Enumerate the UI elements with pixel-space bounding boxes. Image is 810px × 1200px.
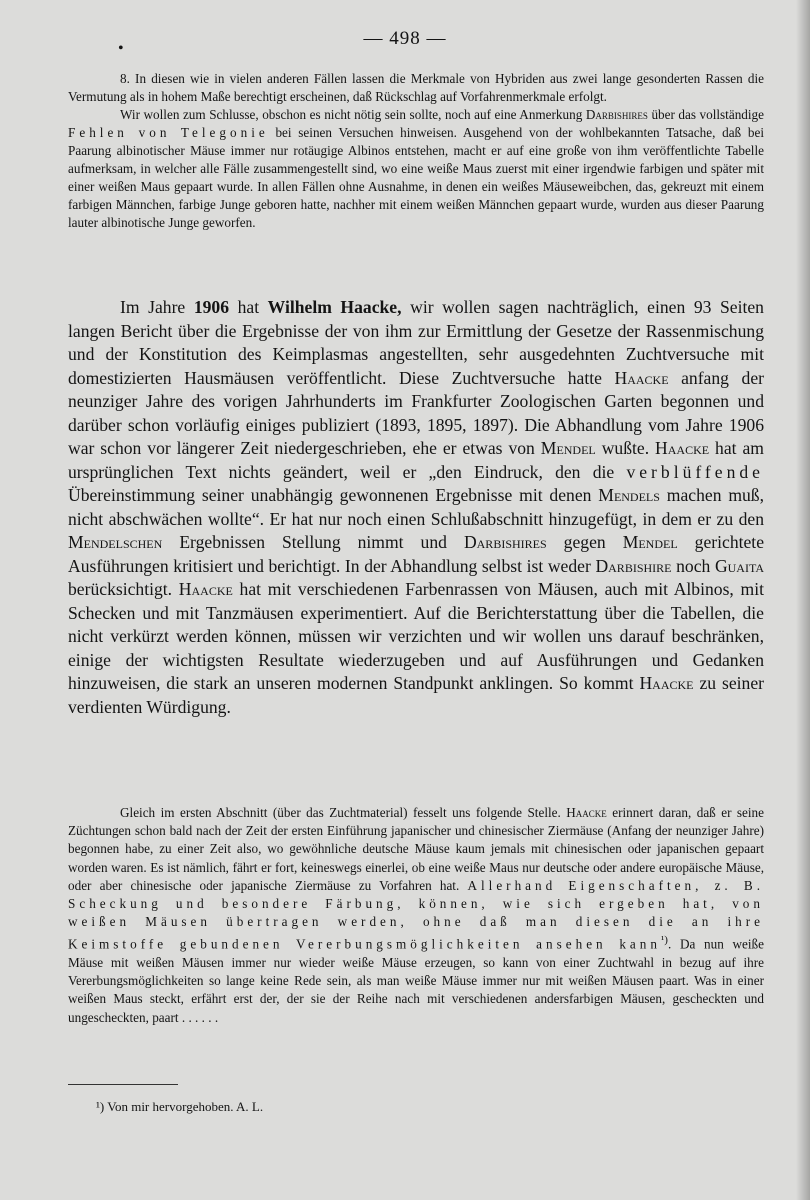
author-name-guaita: Guaita bbox=[714, 555, 765, 576]
text-run: wir wollen sagen nachträglich, einen 93 Seiten langen Bericht über die Ergebnisse der von ihm zur Ermittlung der Gesetze der Rassenmischung und der Konstitution des Keimplasmas angestellten, sehr ausgedehnten Zuchtversuche mit domestizierten Hausmäusen veröffentlicht. Diese Zuchtversuche hatte bbox=[68, 297, 764, 388]
footnote: ¹) Von mir hervorgehoben. A. L. bbox=[96, 1099, 264, 1114]
text-run: Ergebnissen Stellung nimmt und bbox=[179, 532, 447, 552]
text-run: wußte. bbox=[601, 438, 650, 458]
page-edge-shadow bbox=[796, 0, 810, 1200]
main-text-section bbox=[68, 296, 764, 719]
text-run: Wir wollen zum Schlusse, obschon es nicht nötig sein sollte, noch auf eine Anmerkung bbox=[120, 107, 583, 122]
paragraph-point-8 bbox=[68, 70, 764, 106]
paragraph-haacke-report bbox=[68, 296, 764, 719]
text-run: hat mit verschiedenen Farbenrassen von Mäusen, auch mit Albinos, mit Schecken und mit Tanzmäusen experimentiert. Auf die Berichterstattung über die Tabellen, die nicht verkürzt werden können, müssen wir verzichten und wir wollen uns darauf beschränken, einige der wichtigsten Resultate wiederzugeben und auf Ausführungen und Gedanken hinzuweisen, die stark an unseren modernen Standpunkt anklingen. So kommt bbox=[68, 579, 764, 693]
text-run: machen muß, nicht abschwächen wollte“. Er hat nur noch einen Schlußabschnitt hinzugefügt, in dem er zu den bbox=[68, 485, 765, 529]
text-run: . Da nun weiße Mäuse mit weißen Mäusen immer nur wieder weiße Mäuse erzeugen, so kann von einer Zuchtwahl in bezug auf ihre Vererbungsmöglichkeiten so lange keine Rede sein, als man weiße Mäuse immer nur mit weißen Mäusen paart. Was in einer weißen Maus steckt, erfährt erst der, der sie der Reihe nach mit verschiedenen andersfarbigen Mäusen, gescheckten und ungescheckten, paart . . . . . . bbox=[68, 936, 764, 1025]
spaced-emphasis: Allerhand Eigenschaften, z. B. Scheckung und besondere Färbung, können, wie sich ergeben hat, von weißen Mäusen übertragen werden, ohne daß man diesen die an ihre Keimstoffe gebundenen Vererbungsmöglichkeiten ansehen kann bbox=[68, 877, 765, 952]
author-name-haacke: Haacke bbox=[178, 579, 233, 599]
small-print-section-2 bbox=[68, 804, 764, 1027]
text-run: hat am ursprünglichen Text nichts geändert, weil er „den Eindruck, den die bbox=[68, 438, 764, 482]
footnote-reference[interactable]: ¹) bbox=[660, 934, 668, 947]
author-name-mendel: Mendel bbox=[622, 532, 678, 552]
author-name-mendel: Mendel bbox=[540, 438, 596, 458]
text-run: Gleich im ersten Abschnitt (über das Zuchtmaterial) fesselt uns folgende Stelle. bbox=[120, 805, 561, 820]
text-run: Übereinstimmung seiner unabhängig gewonnenen Ergebnisse mit denen bbox=[68, 485, 592, 505]
text-run: noch bbox=[676, 555, 711, 576]
author-name-haacke: Haacke bbox=[639, 673, 694, 693]
author-name-haacke: Haacke bbox=[614, 367, 669, 388]
spaced-emphasis: verblüffende bbox=[626, 461, 764, 482]
text-run: erinnert daran, daß er seine Züchtungen schon bald nach der Zeit der ersten Einführung japanischer und chinesischer Ziermäuse (Anfang der neunziger Jahre) begonnen habe, zu einer Zeit also, wo gewöhnliche deutsche Mäuse kaum jemals mit chinesischen oder japanischen gepaart worden waren. Es ist nämlich, fährt er fort, keineswegs einerlei, ob eine weiße Maus nur deutsche oder andere europäische Mäuse, oder aber chinesische oder japanische Ziermäuse zu Vorfahren hat. bbox=[68, 805, 765, 893]
author-name-darbishire: Darbishire bbox=[595, 555, 672, 576]
author-name-darbishires: Darbishires bbox=[463, 532, 547, 552]
paragraph-text: 8. In diesen wie in vielen anderen Fällen lassen die Merkmale von Hybriden aus zwei lange gesonderten Rassen die Vermutung als in hohem Maße berechtigt erscheinen, daß Rückschlag auf Vorfahrenmerkmale erfolgt. bbox=[68, 71, 764, 104]
author-name-wilhelm-haacke: Wilhelm Haacke, bbox=[267, 297, 402, 317]
paragraph-zuchtmaterial bbox=[68, 804, 764, 1027]
text-run: Im Jahre bbox=[120, 297, 186, 317]
text-run: gerichtete Ausführungen kritisiert und berichtigt. In der Abhandlung selbst ist weder bbox=[68, 532, 765, 576]
stray-dot-mark: • bbox=[118, 40, 124, 57]
text-run: zu seiner verdienten Würdigung. bbox=[68, 673, 764, 717]
text-run: über das vollständige bbox=[651, 107, 764, 122]
text-run: bei seinen Versuchen hinweisen. Ausgehend von der wohlbekannten Tatsache, daß bei Paarung albinotischer Mäuse immer nur rotäugige Albinos entstehen, macht er auf eine große von ihm veröffentlichte Tabelle aufmerksam, in welcher alle Fälle zusammengestellt sind, wo eine weiße Maus zuerst mit einer irgendwie farbigen und später mit einer weißen Maus gepaart wurde. In allen Fällen ohne Ausnahme, in denen ein weißes Mäuseweibchen, das, gekreuzt mit einem farbigen Männchen, farbige Junge geboren hatte, nachher mit einem weißen Männchen gepaart wurde, wurden aus dieser Paarung lauter albinotische Junge geworfen. bbox=[68, 125, 764, 230]
author-name-mendels: Mendels bbox=[598, 485, 660, 505]
author-name-mendelschen: Mendelschen bbox=[68, 532, 163, 552]
text-run: berücksichtigt. bbox=[68, 579, 173, 599]
small-print-section bbox=[68, 70, 764, 232]
text-run: hat bbox=[237, 297, 260, 317]
author-name-haacke: Haacke bbox=[566, 805, 607, 820]
text-run: gegen bbox=[563, 532, 606, 552]
footnote-divider bbox=[68, 1084, 178, 1085]
author-name-darbishire: Darbishires bbox=[585, 107, 648, 122]
page-number: — 498 — bbox=[363, 28, 447, 49]
text-run: anfang der neunziger Jahre des vorigen Jahrhunderts im Frankfurter Zoologischen Garten begonnen und darüber schon vorläufig einiges publiziert (1893, 1895, 1897). Die Abhandlung vom Jahre 1906 war schon vor längerer Zeit niedergeschrieben, ehe er etwas von bbox=[68, 367, 764, 458]
year-1906: 1906 bbox=[193, 297, 230, 317]
spaced-emphasis: Fehlen von Telegonie bbox=[68, 125, 269, 140]
author-name-haacke: Haacke bbox=[655, 438, 710, 458]
paragraph-telegonie bbox=[68, 106, 764, 232]
